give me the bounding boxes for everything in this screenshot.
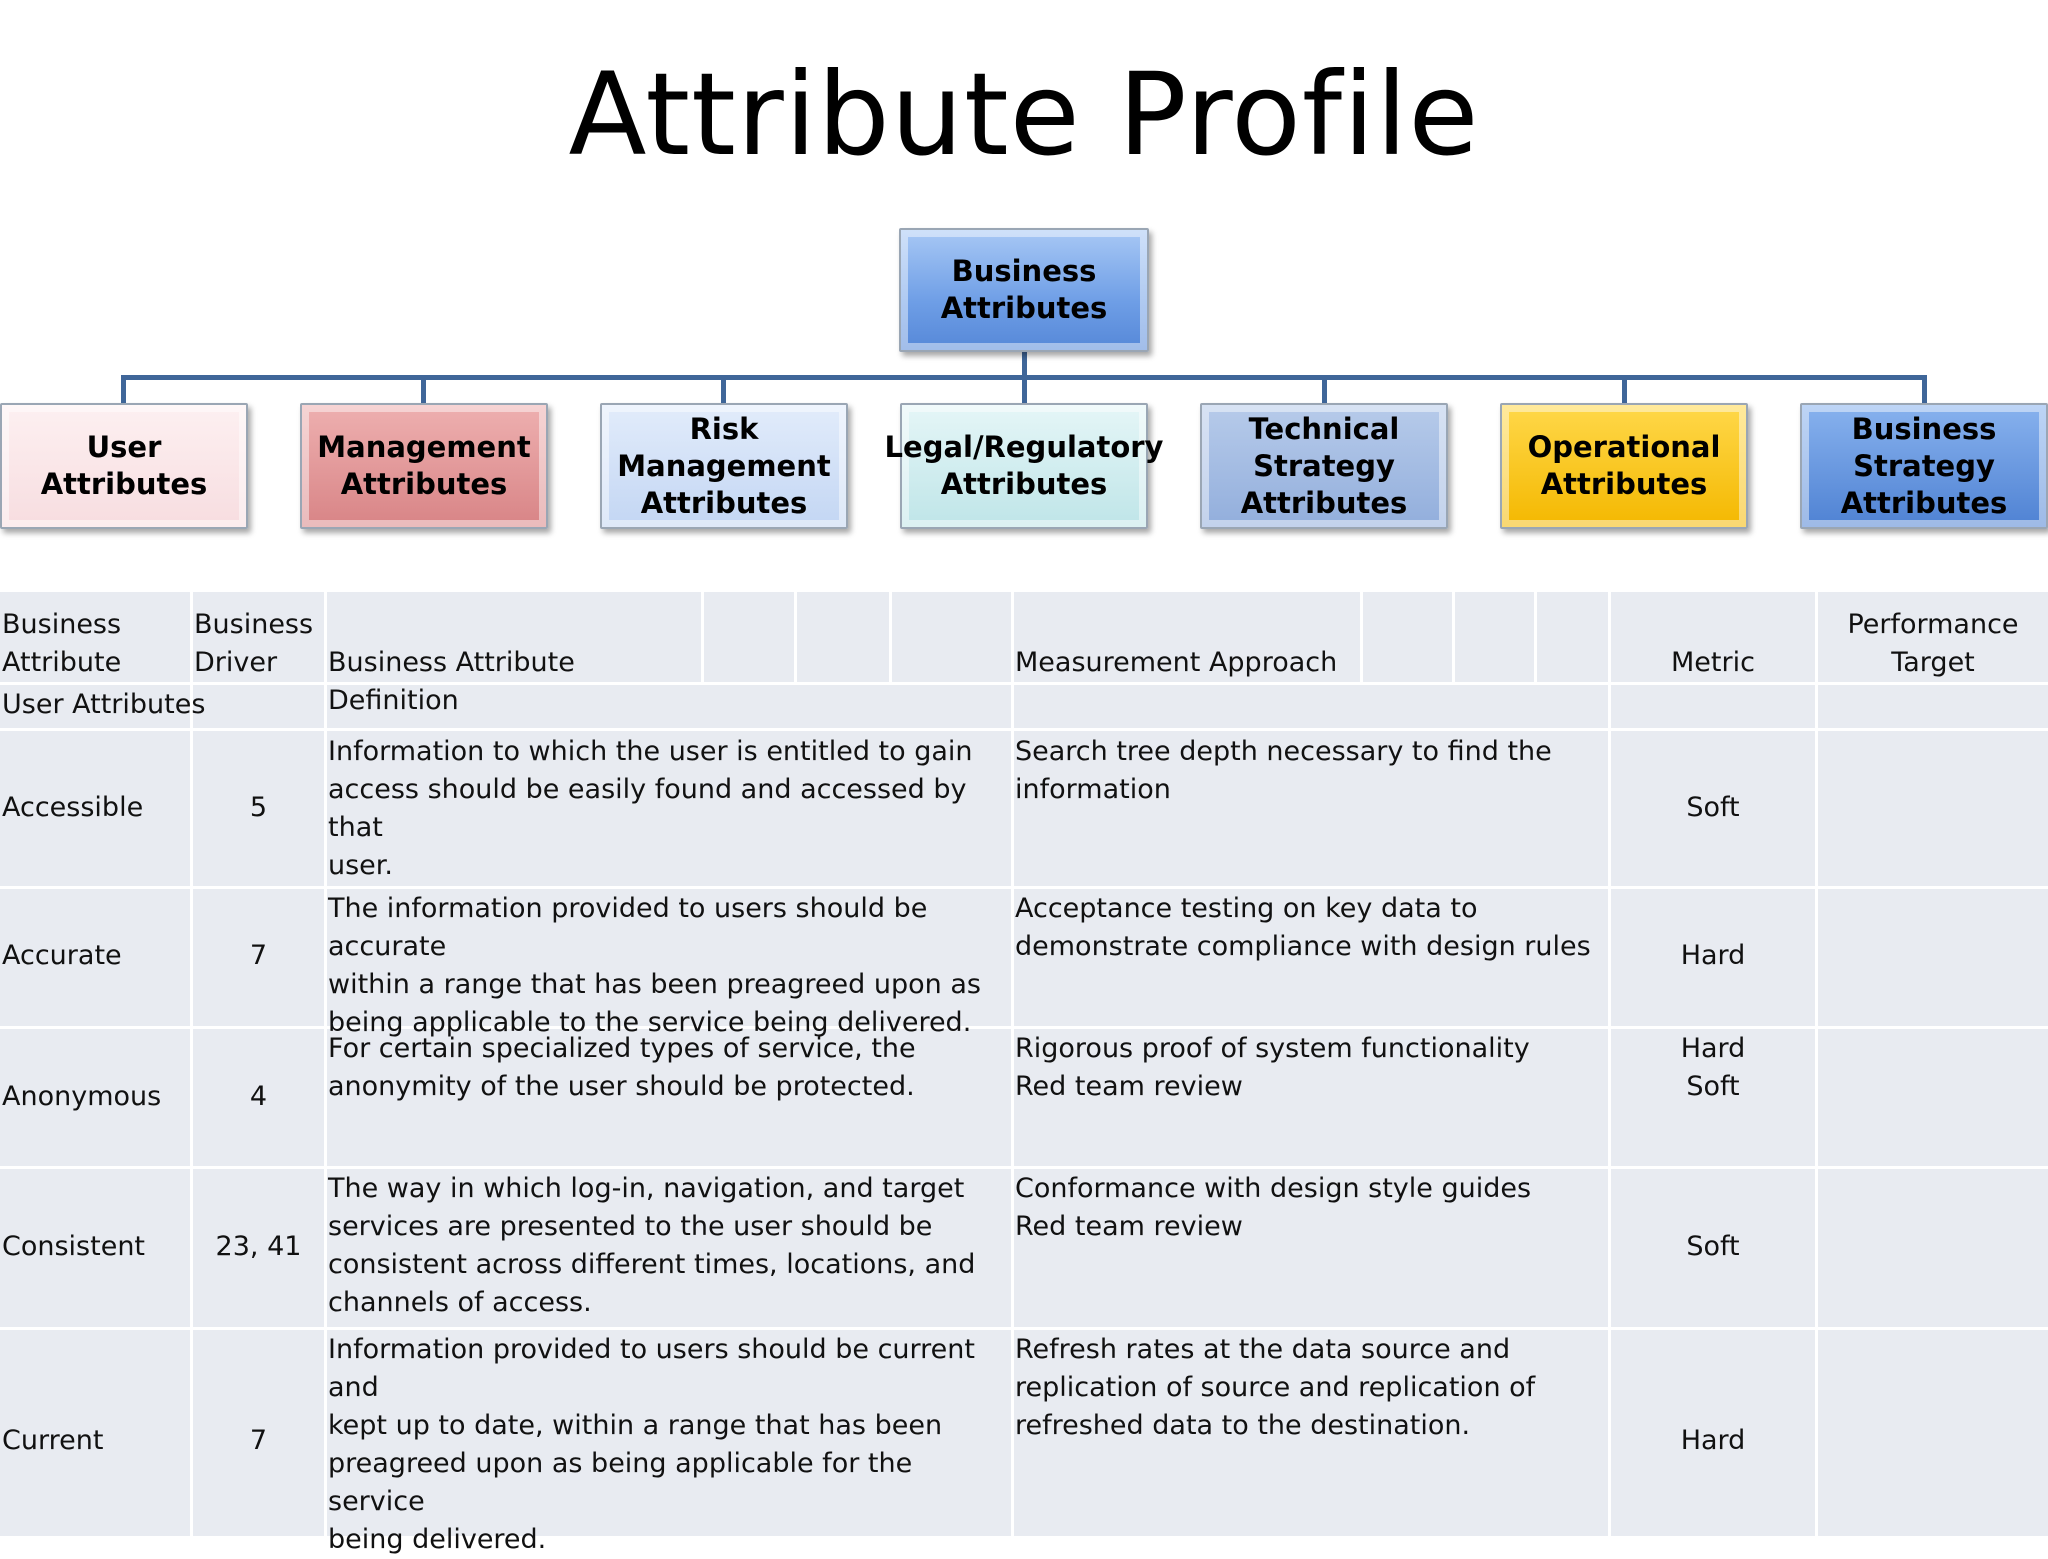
header-performance-target: Performance Target	[1847, 609, 2019, 678]
row-measurement: Refresh rates at the data source and replication of source and replication of refreshed data to the destination.	[1015, 1334, 1536, 1441]
grid-line	[0, 1026, 2048, 1029]
child-connector	[1322, 375, 1327, 405]
header-measurement: Measurement Approach	[1015, 647, 1338, 678]
row-definition: Information provided to users should be current and kept up to date, within a range that has been preagreed upon as being applicable for the service being delivered.	[328, 1334, 975, 1555]
child-connector	[1022, 375, 1027, 405]
row-measurement: Search tree depth necessary to find the information	[1015, 736, 1552, 805]
row-metric: Hard	[1680, 940, 1746, 971]
grid-line	[1011, 592, 1014, 1536]
grid-line	[1815, 592, 1818, 1536]
grid-line	[0, 1327, 2048, 1330]
page-title: Attribute Profile	[568, 48, 1480, 181]
header-business-driver: Business Driver	[194, 609, 314, 678]
row-attribute: Accessible	[2, 792, 144, 823]
row-metric: Soft	[1686, 1231, 1740, 1262]
row-measurement: Rigorous proof of system functionality Red team review	[1015, 1033, 1530, 1102]
business-strategy-attributes-box: Business Strategy Attributes	[1800, 403, 2048, 529]
business-attributes-box: Business Attributes	[899, 228, 1149, 352]
user-attributes-box: User Attributes	[0, 403, 248, 529]
row-definition: Information to which the user is entitled to gain access should be easily found and accessed by that user.	[328, 736, 973, 881]
grid-line	[0, 682, 2048, 685]
grid-line	[1452, 592, 1455, 682]
row-driver: 4	[249, 1081, 268, 1112]
technical-strategy-attributes-box: Technical Strategy Attributes	[1200, 403, 1448, 529]
child-connector	[121, 375, 126, 405]
row-definition: For certain specialized types of service, the anonymity of the user should be protected.	[328, 1033, 916, 1102]
row-metric: Hard Soft	[1680, 1033, 1746, 1102]
row-driver: 5	[249, 792, 268, 823]
grid-line	[1534, 592, 1537, 682]
grid-line	[324, 592, 327, 1536]
row-driver: 7	[249, 1425, 268, 1456]
row-attribute: Current	[2, 1425, 104, 1456]
grid-line	[701, 592, 704, 682]
child-connector	[421, 375, 426, 405]
row-measurement: Acceptance testing on key data to demonstrate compliance with design rules	[1015, 893, 1591, 962]
section-label: User Attributes	[2, 689, 206, 720]
legal-regulatory-attributes-box: Legal/Regulatory Attributes	[900, 403, 1148, 529]
row-metric: Hard	[1680, 1425, 1746, 1456]
management-attributes-box: Management Attributes	[300, 403, 548, 529]
header-definition: Business Attribute Definition	[328, 647, 575, 716]
row-driver: 7	[249, 940, 268, 971]
row-measurement: Conformance with design style guides Red team review	[1015, 1173, 1532, 1242]
row-attribute: Accurate	[2, 940, 122, 971]
child-connector	[1922, 375, 1927, 405]
child-connector	[1622, 375, 1627, 405]
row-definition: The information provided to users should be accurate within a range that has been preagreed upon as being applicable to the service being delivered.	[328, 893, 981, 1038]
child-connector	[721, 375, 726, 405]
row-driver: 23, 41	[215, 1231, 302, 1262]
operational-attributes-box: Operational Attributes	[1500, 403, 1748, 529]
attribute-table	[0, 592, 2048, 1555]
grid-line	[1360, 592, 1363, 682]
row-metric: Soft	[1686, 792, 1740, 823]
row-attribute: Consistent	[2, 1231, 146, 1262]
grid-line	[794, 592, 797, 682]
grid-line	[190, 592, 193, 1536]
grid-line	[0, 1166, 2048, 1169]
grid-line	[0, 886, 2048, 889]
grid-line	[889, 592, 892, 682]
header-metric: Metric	[1671, 647, 1755, 678]
row-definition: The way in which log-in, navigation, and target services are presented to the user should be consistent across different times, locations, and channels of access.	[328, 1173, 976, 1318]
grid-line	[0, 728, 2048, 731]
row-attribute: Anonymous	[2, 1081, 162, 1112]
risk-management-attributes-box: Risk Management Attributes	[600, 403, 848, 529]
header-business-attribute: Business Attribute	[2, 609, 122, 678]
